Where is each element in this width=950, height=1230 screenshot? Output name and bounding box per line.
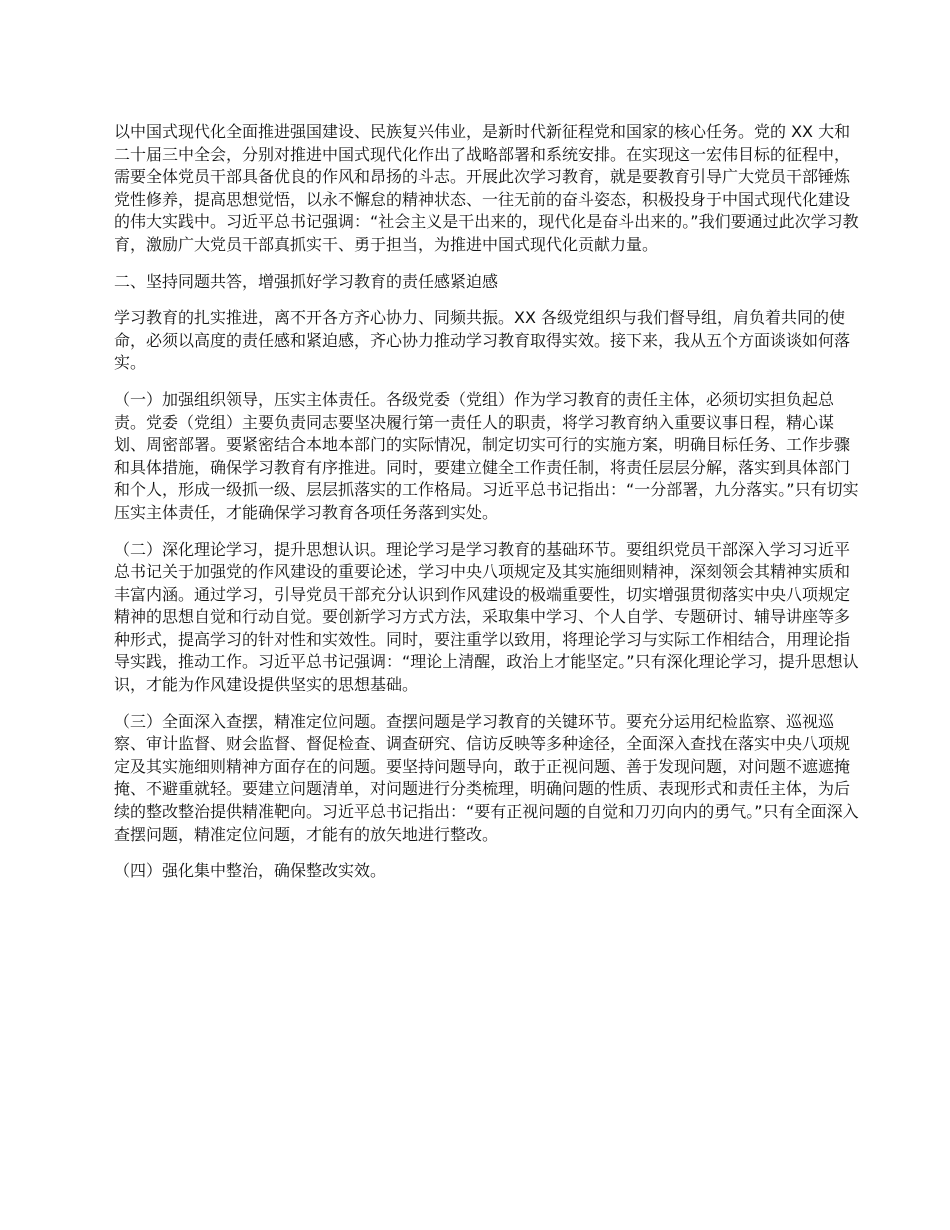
document-page — [114, 121, 860, 897]
section-heading: 二、坚持同题共答，增强抓好学习教育的责任感紧迫感 — [114, 271, 499, 291]
section-intro-paragraph: 学习教育的扎实推进，离不开各方齐心协力、同频共振。XX 各级党组织与我们督导组，肩负着共同的使命，必须以高度的责任感和紧迫感，齐心协力推动学习教育取得实效。接下来，我从五个方面谈谈如何落实。 — [114, 308, 851, 373]
intro-paragraph: 以中国式现代化全面推进强国建设、民族复兴伟业，是新时代新征程党和国家的核心任务。党的 XX 大和二十届三中全会，分别对推进中国式现代化作出了战略部署和系统安排。在实现这一宏伟目标的征程中，需要全体党员干部具备优良的作风和昂扬的斗志。开展此次学习教育，就是要教育引导广大党员干部锤炼党性修养，提高思想觉悟，以永不懈怠的精神状态、一往无前的奋斗姿态，积极投身于中国式现代化建设的伟大实践中。习近平总书记强调：“社会主义是干出来的，现代化是奋斗出来的。”我们要通过此次学习教育，激励广大党员干部真抓实干、勇于担当，为推进中国式现代化贡献力量。 — [114, 122, 859, 254]
point-one-paragraph: （一）加强组织领导，压实主体责任。各级党委（党组）作为学习教育的责任主体，必须切实担负起总责。党委（党组）主要负责同志要坚决履行第一责任人的职责，将学习教育纳入重要议事日程，精心谋划、周密部署。要紧密结合本地本部门的实际情况，制定切实可行的实施方案，明确目标任务、工作步骤和具体措施，确保学习教育有序推进。同时，要建立健全工作责任制，将责任层层分解，落实到具体部门和个人，形成一级抓一级、层层抓落实的工作格局。习近平总书记指出：“一分部署，九分落实。”只有切实压实主体责任，才能确保学习教育各项任务落到实处。 — [114, 389, 859, 522]
point-two-paragraph: （二）深化理论学习，提升思想认识。理论学习是学习教育的基础环节。要组织党员干部深入学习习近平总书记关于加强党的作风建设的重要论述，学习中央八项规定及其实施细则精神，深刻领会其精神实质和丰富内涵。通过学习，引导党员干部充分认识到作风建设的极端重要性，切实增强贯彻落实中央八项规定精神的思想自觉和行动自觉。要创新学习方式方法，采取集中学习、个人自学、专题研讨、辅导讲座等多种形式，提高学习的针对性和实效性。同时，要注重学以致用，将理论学习与实际工作相结合，用理论指导实践，推动工作。习近平总书记强调：“理论上清醒，政治上才能坚定。”只有深化理论学习，提升思想认识，才能为作风建设提供坚实的思想基础。 — [114, 539, 859, 695]
point-three-paragraph: （三）全面深入查摆，精准定位问题。查摆问题是学习教育的关键环节。要充分运用纪检监察、巡视巡察、审计监督、财会监督、督促检查、调查研究、信访反映等多种途径，全面深入查找在落实中央八项规定及其实施细则精神方面存在的问题。要坚持问题导向，敢于正视问题、善于发现问题，对问题不遮遮掩掩、不避重就轻。要建立问题清单，对问题进行分类梳理，明确问题的性质、表现形式和责任主体，为后续的整改整治提供精准靶向。习近平总书记指出：“要有正视问题的自觉和刀刃向内的勇气。”只有全面深入查摆问题，精准定位问题，才能有的放矢地进行整改。 — [114, 711, 859, 844]
point-four-paragraph: （四）强化集中整治，确保整改实效。 — [114, 861, 387, 881]
